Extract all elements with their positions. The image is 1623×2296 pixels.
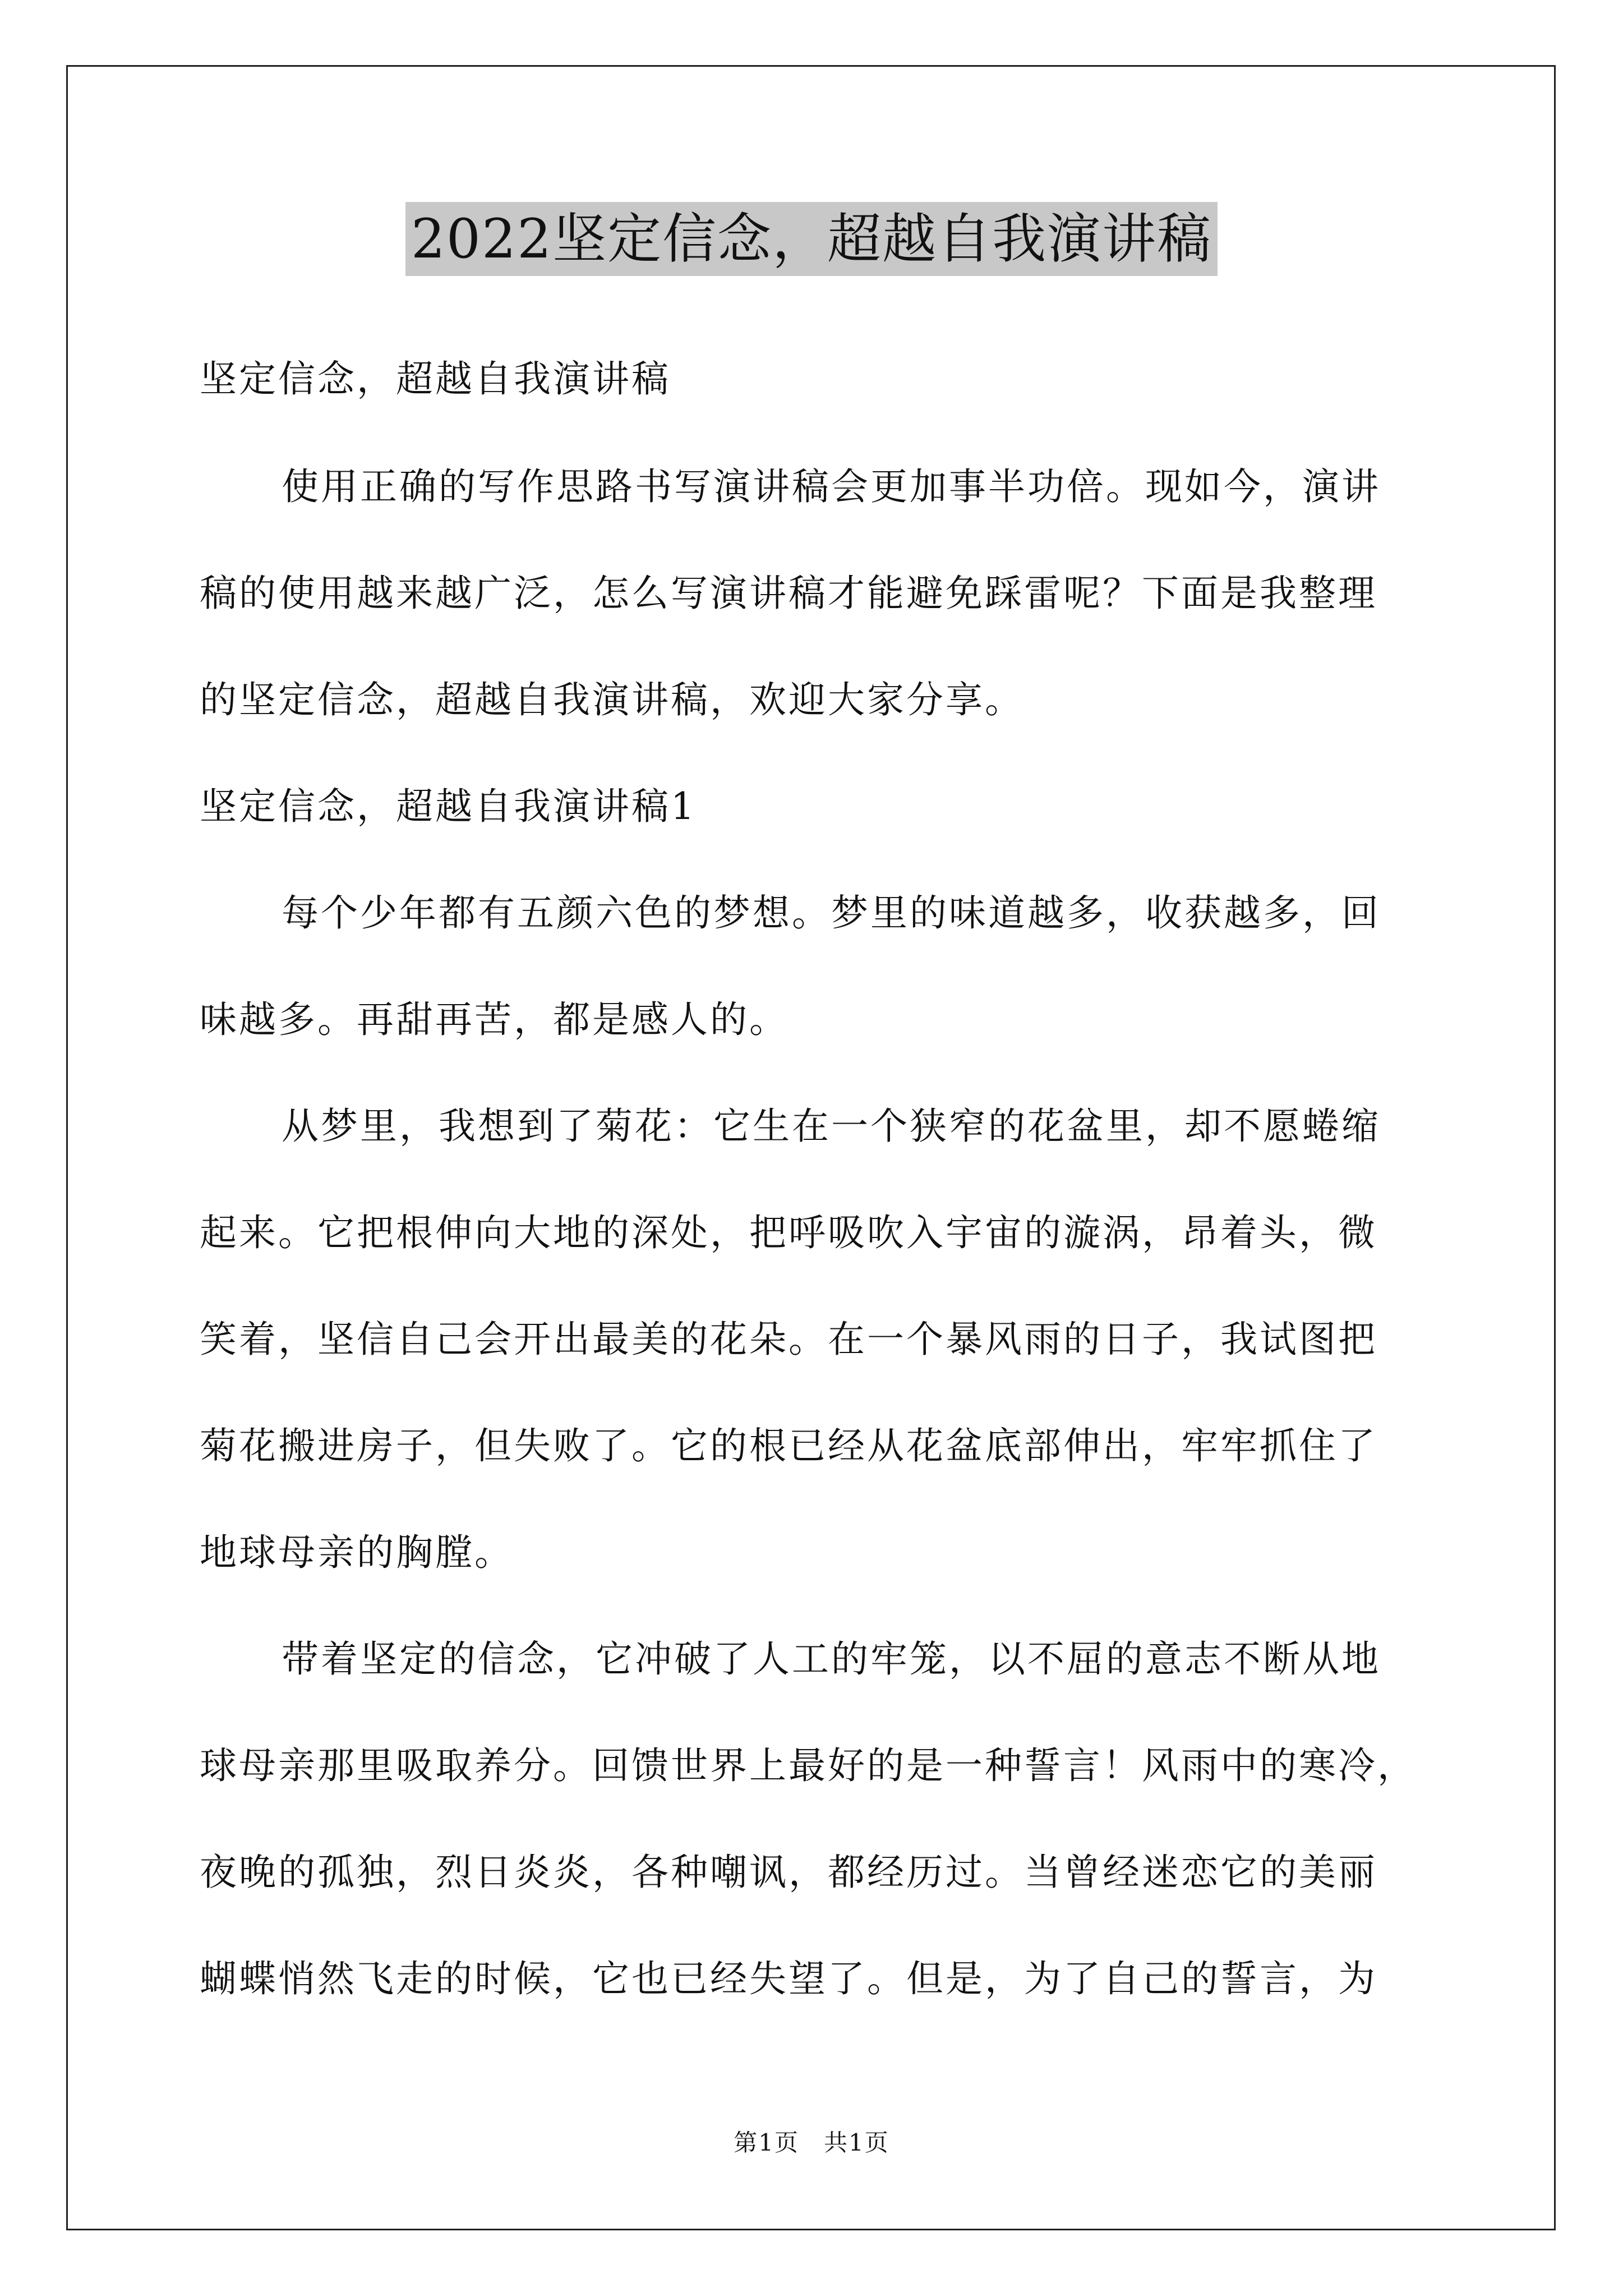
page-footer: 第1页 共1页: [734, 2129, 889, 2156]
paragraph-line: 笑着，坚信自己会开出最美的花朵。在一个暴风雨的日子，我试图把: [200, 1318, 1377, 1361]
title-container: [0, 202, 1623, 276]
subtitle-line: 坚定信念，超越自我演讲稿: [200, 357, 671, 401]
paragraph-line: 地球母亲的胸膛。: [200, 1531, 514, 1574]
paragraph-line: 起来。它把根伸向大地的深处，把呼吸吹入宇宙的漩涡，昂着头，微: [200, 1211, 1377, 1254]
paragraph-line: 球母亲那里吸取养分。回馈世界上最好的是一种誓言！风雨中的寒冷，: [200, 1744, 1417, 1787]
paragraph-line: 的坚定信念，超越自我演讲稿，欢迎大家分享。: [200, 678, 1024, 721]
paragraph-line: 蝴蝶悄然飞走的时候，它也已经失望了。但是，为了自己的誓言，为: [200, 1957, 1377, 2000]
section-heading: 坚定信念，超越自我演讲稿1: [200, 785, 697, 828]
paragraph-line: 夜晚的孤独，烈日炎炎，各种嘲讽，都经历过。当曾经迷恋它的美丽: [200, 1851, 1377, 1894]
paragraph-line: 每个少年都有五颜六色的梦想。梦里的味道越多，收获越多，回: [282, 891, 1381, 935]
paragraph-line: 使用正确的写作思路书写演讲稿会更加事半功倍。现如今，演讲: [282, 465, 1381, 508]
paragraph-line: 菊花搬进房子，但失败了。它的根已经从花盆底部伸出，牢牢抓住了: [200, 1424, 1377, 1467]
paragraph-line: 带着坚定的信念，它冲破了人工的牢笼，以不屈的意志不断从地: [282, 1637, 1381, 1681]
paragraph-line: 从梦里，我想到了菊花：它生在一个狭窄的花盆里，却不愿蜷缩: [282, 1105, 1381, 1148]
paragraph-line: 味越多。再甜再苦，都是感人的。: [200, 998, 789, 1041]
paragraph-line: 稿的使用越来越广泛，怎么写演讲稿才能避免踩雷呢？下面是我整理: [200, 572, 1377, 615]
document-title: 2022坚定信念，超越自我演讲稿: [405, 202, 1218, 276]
